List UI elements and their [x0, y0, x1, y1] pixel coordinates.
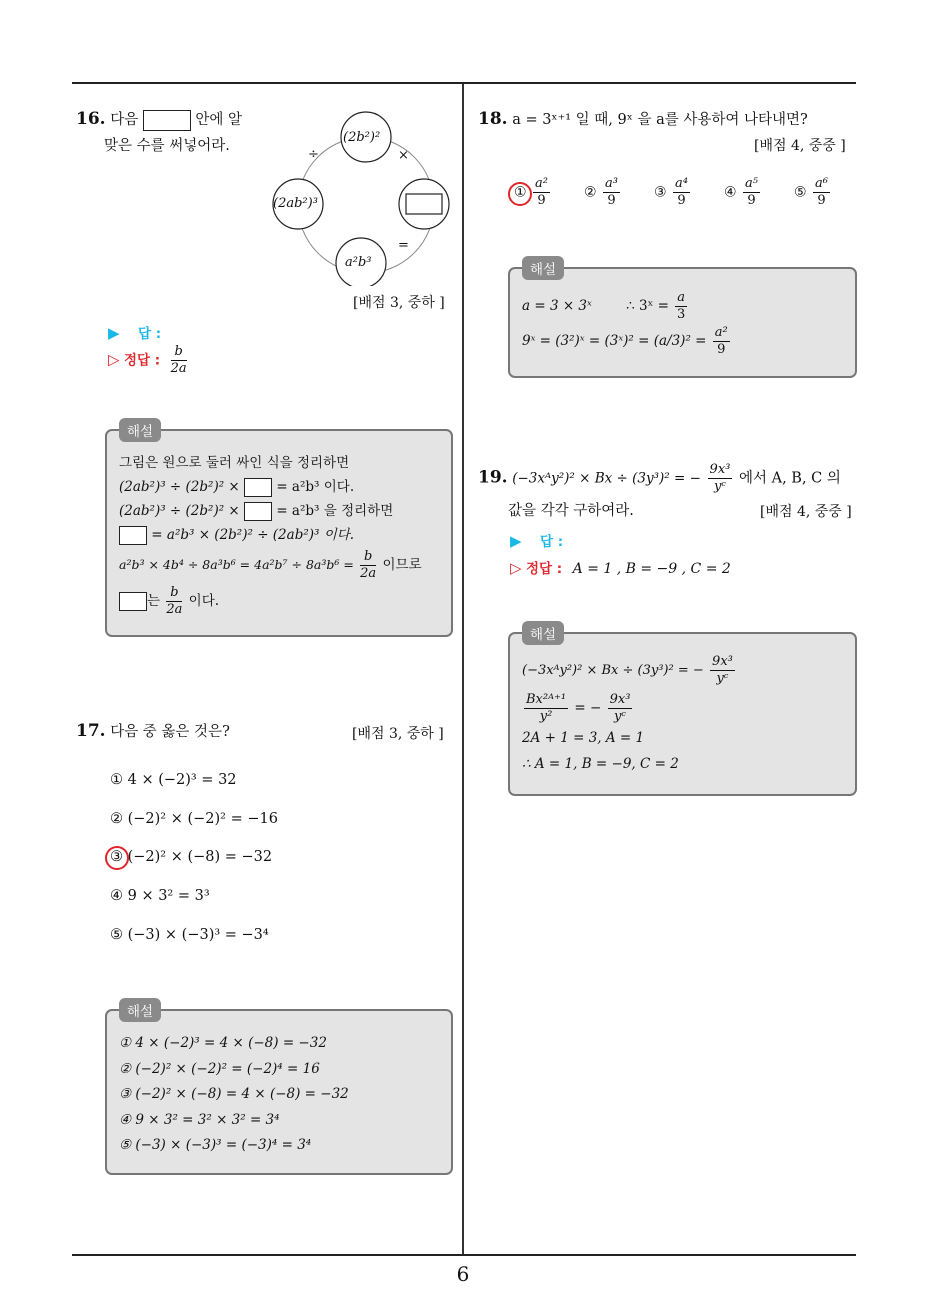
solution-tab: 해설: [119, 418, 161, 442]
solution-line: a²b³ × 4b⁴ ÷ 8a³b⁶ = 4a²b⁷ ÷ 8a³b⁶ = $\frac{b}{2a}$ 이므로: [119, 549, 422, 581]
question-text: 에서 A, B, C 의: [738, 470, 841, 487]
question-number: 18.: [478, 109, 508, 129]
choice-1[interactable]: ① 4 × (−2)³ = 32: [110, 772, 237, 788]
choice-4[interactable]: ④ 9 × 3² = 3³: [110, 888, 210, 904]
solution-line: (2ab²)³ ÷ (2b²)² × = a²b³ 이다.: [119, 479, 355, 495]
solution-line: ∴ A = 1, B = −9, C = 2: [522, 756, 679, 772]
diagram-left-label: (2ab²)³: [273, 196, 318, 211]
question-number: 19.: [478, 467, 508, 488]
solution-line: = a²b³ × (2b²)² ÷ (2ab²)³ 이다.: [119, 523, 443, 547]
correct-value: A = 1 , B = −9 , C = 2: [572, 561, 731, 577]
answer-blank: [244, 478, 272, 497]
solution-line: (2ab²)³ ÷ (2b²)² × = a²b³ 을 정리하면: [119, 503, 394, 519]
choice-3[interactable]: ③ $\frac{\text{a⁴}}{9}$: [654, 176, 688, 208]
score-tag: [배점 4, 중중 ]: [760, 504, 852, 520]
question-text: 다음 중 옳은 것은?: [110, 724, 230, 740]
question-16: [76, 106, 266, 159]
solution-line: 그림은 원으로 둘러 싸인 식을 정리하면: [119, 455, 350, 471]
correct-fraction: $\frac{b}{2a}$: [170, 344, 187, 376]
score-tag: [배점 3, 중하 ]: [352, 726, 444, 742]
question-text: 안에 알: [195, 112, 243, 128]
question-text: (−3xᴬy²)² × Bx ÷ (3y³)² = −: [512, 470, 701, 487]
selected-answer-circle-icon: [105, 846, 129, 870]
choice-5[interactable]: ⑤ (−3) × (−3)³ = −3⁴: [110, 927, 269, 943]
question-text: 값을 각각 구하여라.: [508, 503, 634, 519]
choice-5[interactable]: ⑤ $\frac{\text{a⁶}}{9}$: [794, 176, 828, 208]
answer-blank: [406, 194, 442, 214]
page-number: 6: [456, 1262, 470, 1286]
multiply-operator: ×: [398, 148, 409, 163]
choice-4[interactable]: ④ $\frac{\text{a⁵}}{9}$: [724, 176, 758, 208]
solution-line: (−3xᴬy²)² × Bx ÷ (3y³)² = − $\frac{\text{9x³}}{\text{yᶜ}}$: [522, 654, 733, 686]
answer-blank: [119, 592, 147, 611]
question-number: 17.: [76, 721, 106, 741]
diagram-top-label: (2b²)²: [343, 130, 381, 145]
diagram-bottom-label: a²b³: [345, 255, 372, 270]
solution-line: 2A + 1 = 3, A = 1: [522, 730, 645, 746]
triangle-outline-icon: ▷: [108, 350, 120, 369]
bottom-rule: [72, 1254, 856, 1256]
answer-row: [510, 530, 563, 550]
play-icon: ▶: [510, 532, 522, 550]
solution-line: $\frac{\text{Bx²ᴬ⁺¹}}{\text{y²}}$ = − $\frac{\text{9x³}}{\text{yᶜ}}$: [526, 692, 631, 724]
question-text: a = 3ˣ⁺¹ 일 때, 9ˣ 을 a를 사용하여 나타내면?: [512, 112, 808, 128]
score-tag: [배점 4, 중중 ]: [754, 138, 846, 154]
answer-blank: [244, 502, 272, 521]
choice-1[interactable]: ① $\frac{\text{a²}}{9}$: [514, 176, 548, 208]
selected-answer-circle-icon: [508, 182, 532, 206]
top-rule: [72, 82, 856, 84]
solution-line: ④ 9 × 3² = 3² × 3² = 3⁴: [119, 1111, 280, 1128]
solution-box-17: [105, 1004, 453, 1175]
choice-2[interactable]: ② $\frac{\text{a³}}{9}$: [584, 176, 618, 208]
solution-box-19: [508, 627, 857, 796]
solution-line: a = 3 × 3ˣ ∴ 3ˣ = $\frac{a}{3}$: [522, 290, 686, 322]
solution-tab: 해설: [522, 621, 564, 645]
answer-label: 답 :: [138, 326, 162, 342]
question-19: 19. (−3xᴬy²)² × Bx ÷ (3y³)² = − $\frac{\text{9x³}}{\text{yᶜ}}$ 에서 A, B, C 의: [478, 462, 841, 494]
solution-box-16: [105, 424, 453, 637]
question-18: [478, 106, 808, 133]
solution-line: ② (−2)² × (−2)² = (−2)⁴ = 16: [119, 1060, 320, 1077]
question-text: 다음: [110, 112, 139, 128]
solution-line: ⑤ (−3) × (−3)³ = (−3)⁴ = 3⁴: [119, 1137, 312, 1153]
answer-row: [108, 322, 161, 342]
solution-line: ③ (−2)² × (−8) = 4 × (−8) = −32: [119, 1086, 349, 1102]
solution-line: 9ˣ = (3²)ˣ = (3ˣ)² = (a/3)² = $\frac{\text{a²}}{9}$: [522, 325, 728, 357]
answer-blank: [143, 110, 191, 131]
correct-label: 정답 :: [124, 352, 161, 369]
correct-answer-row: [108, 344, 189, 377]
question-17: [76, 718, 230, 745]
answer-label: 답 :: [540, 534, 564, 550]
question-text: 맞은 수를 써넣어라.: [104, 138, 230, 154]
choice-3[interactable]: ③ (−2)² × (−8) = −32: [110, 849, 273, 865]
solution-tab: 해설: [119, 998, 161, 1022]
correct-label: 정답 :: [526, 561, 563, 577]
score-tag: [배점 3, 중하 ]: [353, 295, 445, 311]
solution-tab: 해설: [522, 256, 564, 280]
solution-box-18: [508, 262, 857, 378]
triangle-outline-icon: ▷: [510, 559, 522, 577]
choice-2[interactable]: ② (−2)² × (−2)² = −16: [110, 811, 278, 827]
question-number: 16.: [76, 109, 106, 129]
equals-operator: =: [398, 238, 409, 253]
correct-answer-row: [510, 557, 731, 577]
solution-line: 는 $\frac{b}{2a}$ 이다.: [119, 583, 443, 619]
play-icon: ▶: [108, 324, 120, 342]
divide-operator: ÷: [308, 147, 319, 162]
solution-line: ① 4 × (−2)³ = 4 × (−8) = −32: [119, 1035, 327, 1051]
answer-blank: [119, 526, 147, 545]
